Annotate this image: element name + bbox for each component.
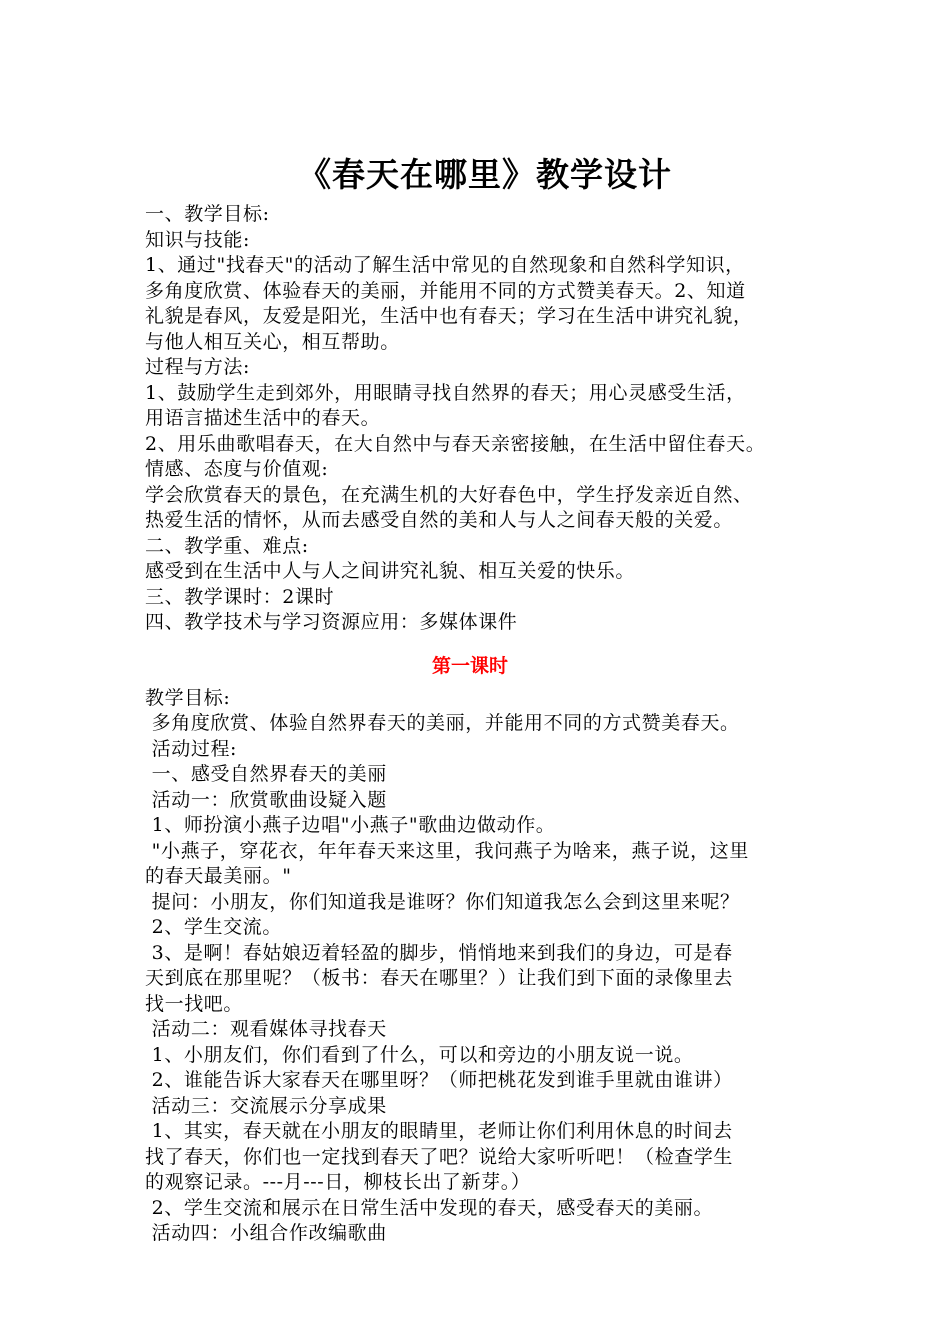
activity-process-heading: 活动过程: — [145, 737, 238, 760]
paragraph-line: 1、通过"找春天"的活动了解生活中常见的自然现象和自然科学知识， — [145, 254, 745, 276]
heading-teaching-goals: 一、教学目标: — [145, 203, 270, 225]
paragraph-line: 2、学生交流和展示在日常生活中发现的春天，感受春天的美丽。 — [145, 1196, 714, 1219]
heading-key-difficulties: 二、教学重、难点: — [145, 534, 309, 557]
subheading-process-methods: 过程与方法: — [145, 356, 251, 378]
paragraph-line: 礼貌是春风，友爱是阳光，生活中也有春天；学习在生活中讲究礼貌， — [145, 305, 753, 327]
document-title: 《春天在哪里》教学设计 — [298, 155, 672, 194]
paragraph-line: 1、小朋友们，你们看到了什么，可以和旁边的小朋友说一说。 — [145, 1043, 694, 1066]
lesson-title: 第一课时 — [431, 654, 508, 677]
intro-section — [145, 202, 825, 636]
paragraph-line: 感受到在生活中人与人之间讲究礼貌、相互关爱的快乐。 — [145, 560, 636, 582]
paragraph-line: "小燕子，穿花衣，年年春天来这里，我问燕子为啥来，燕子说，这里 — [145, 839, 749, 862]
paragraph-line: 2、学生交流。 — [145, 916, 282, 938]
document-page — [145, 150, 825, 1247]
lesson-section — [145, 686, 825, 1247]
paragraph-line: 多角度欣赏、体验春天的美丽，并能用不同的方式赞美春天。2、知道 — [145, 279, 746, 302]
paragraph-line: 1、鼓励学生走到郊外，用眼睛寻找自然界的春天；用心灵感受生活， — [145, 381, 746, 404]
paragraph-line: 的春天最美丽。" — [145, 865, 292, 887]
subheading-emotion-values: 情感、态度与价值观: — [145, 458, 329, 480]
paragraph-line: 1、师扮演小燕子边唱"小燕子"歌曲边做动作。 — [145, 814, 556, 836]
lesson-goals-heading: 教学目标: — [145, 686, 231, 709]
paragraph-line: 的观察记录。---月---日，柳枝长出了新芽。） — [145, 1171, 531, 1193]
paragraph-line: 找一找吧。 — [145, 992, 244, 1015]
activity-heading: 活动三：交流展示分享成果 — [145, 1094, 387, 1117]
paragraph-line: 找了春天，你们也一定找到春天了吧？说给大家听听吧！（检查学生 — [145, 1145, 734, 1168]
subheading-knowledge-skills: 知识与技能: — [145, 228, 251, 251]
paragraph-line: 2、谁能告诉大家春天在哪里呀？（师把桃花发到谁手里就由谁讲） — [145, 1069, 733, 1091]
paragraph-line: 用语言描述生活中的春天。 — [145, 407, 381, 429]
paragraph-line: 2、用乐曲歌唱春天，在大自然中与春天亲密接触，在生活中留住春天。 — [145, 432, 766, 455]
activity-heading: 活动四：小组合作改编歌曲 — [145, 1222, 387, 1244]
heading-resources: 四、教学技术与学习资源应用：多媒体课件 — [145, 611, 518, 633]
activity-heading: 活动二：观看媒体寻找春天 — [145, 1018, 387, 1040]
paragraph-line: 多角度欣赏、体验自然界春天的美丽，并能用不同的方式赞美春天。 — [145, 712, 740, 734]
paragraph-line: 提问：小朋友，你们知道我是谁呀？你们知道我怎么会到这里来呢？ — [145, 890, 740, 913]
paragraph-line: 与他人相互关心，相互帮助。 — [145, 330, 400, 353]
section-heading: 一、感受自然界春天的美丽 — [145, 763, 387, 785]
paragraph-line: 3、是啊！春姑娘迈着轻盈的脚步，悄悄地来到我们的身边，可是春 — [145, 941, 733, 964]
paragraph-line: 1、其实，春天就在小朋友的眼睛里，老师让你们利用休息的时间去 — [145, 1120, 733, 1142]
paragraph-line: 学会欣赏春天的景色，在充满生机的大好春色中，学生抒发亲近自然、 — [145, 483, 753, 506]
paragraph-line: 天到底在那里呢？（板书：春天在哪里？）让我们到下面的录像里去 — [145, 967, 734, 989]
activity-heading: 活动一：欣赏歌曲设疑入题 — [145, 788, 387, 811]
paragraph-line: 热爱生活的情怀，从而去感受自然的美和人与人之间春天般的关爱。 — [145, 509, 734, 531]
heading-class-hours: 三、教学课时：2课时 — [145, 585, 335, 608]
